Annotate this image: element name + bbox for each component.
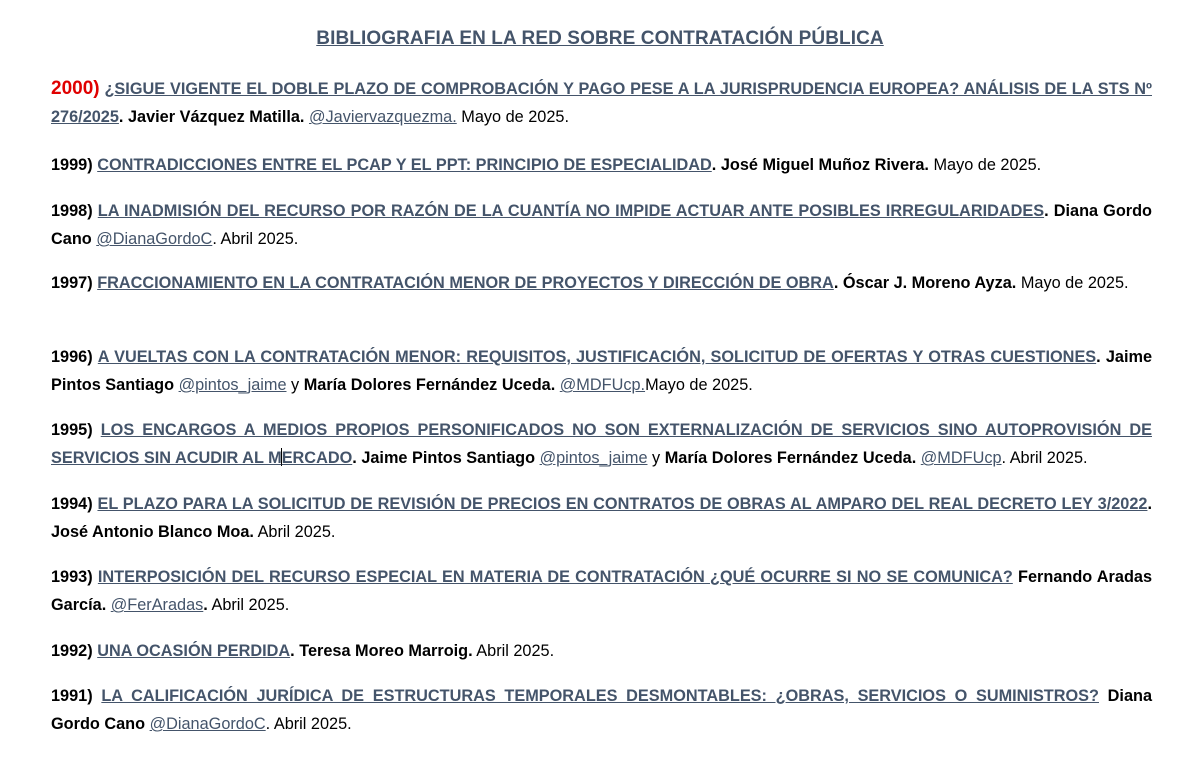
entry-date: Mayo de 2025. [645,376,753,394]
bibliography-entry-1994: 1994) EL PLAZO PARA LA SOLICITUD DE REVISIÓN DE PRECIOS EN CONTRATOS DE OBRAS AL AMPARO DEL REAL DECRETO LEY 3/2022. José Antonio Blanco Moa. Abril 2025. [51,495,1152,541]
entry-date: Mayo de 2025. [461,108,569,126]
bibliography-entry-2000: 2000) ¿SIGUE VIGENTE EL DOBLE PLAZO DE COMPROBACIÓN Y PAGO PESE A LA JURISPRUDENCIA EUROPEA? ANÁLISIS DE LA STS Nº 276/2025. Javier Vázquez Matilla. @Javiervazquezma. Mayo de 2025. [51,78,1152,126]
article-link[interactable]: UNA OCASIÓN PERDIDA [97,642,291,660]
article-link[interactable]: A VUELTAS CON LA CONTRATACIÓN MENOR: REQUISITOS, JUSTIFICACIÓN, SOLICITUD DE OFERTAS Y OTRAS CUESTIONES [97,348,1097,366]
article-link[interactable]: LA INADMISIÓN DEL RECURSO POR RAZÓN DE LA CUANTÍA NO IMPIDE ACTUAR ANTE POSIBLES IRREGULARIDADES [97,202,1045,220]
twitter-handle-link[interactable]: @MDFUcp. [559,376,646,394]
entry-number: 1992) [51,642,93,660]
entry-number: 1991) [51,687,93,705]
twitter-handle-link[interactable]: @pintos_jaime [539,449,648,467]
entry-date: Abril 2025. [257,523,336,541]
author-name: Teresa Moreo Marroig. [299,642,473,660]
bibliography-entry-1997: 1997) FRACCIONAMIENTO EN LA CONTRATACIÓN MENOR DE PROYECTOS Y DIRECCIÓN DE OBRA. Óscar J. Moreno Ayza. Mayo de 2025. [51,274,1129,292]
author-name: Fernando Aradas García. [51,568,1153,614]
author-name: Jaime Pintos Santiago [51,348,1153,394]
conjunction: y [291,376,300,394]
bibliography-entry-1996: 1996) A VUELTAS CON LA CONTRATACIÓN MENOR: REQUISITOS, JUSTIFICACIÓN, SOLICITUD DE OFERTAS Y OTRAS CUESTIONES. Jaime Pintos Santiago @pintos_jaime y María Dolores Fernández Uceda. @MDFUcp.Mayo de 2025. [51,348,1153,394]
bibliography-entry-1999: 1999) CONTRADICCIONES ENTRE EL PCAP Y EL PPT: PRINCIPIO DE ESPECIALIDAD. José Miguel Muñoz Rivera. Mayo de 2025. [51,156,1042,174]
twitter-handle-link[interactable]: @DianaGordoC [96,230,213,248]
bibliography-entry-1993: 1993) INTERPOSICIÓN DEL RECURSO ESPECIAL EN MATERIA DE CONTRATACIÓN ¿QUÉ OCURRE SI NO SE COMUNICA? Fernando Aradas García. @FerAradas. Abril 2025. [51,568,1153,614]
entry-number: 1994) [51,495,93,513]
entry-date: Abril 2025. [211,596,290,614]
article-link[interactable]: FRACCIONAMIENTO EN LA CONTRATACIÓN MENOR DE PROYECTOS Y DIRECCIÓN DE OBRA [97,274,834,292]
article-link[interactable]: LA CALIFICACIÓN JURÍDICA DE ESTRUCTURAS TEMPORALES DESMONTABLES: ¿OBRAS, SERVICIOS O SUMINISTROS? [101,687,1099,705]
article-link[interactable]: ¿SIGUE VIGENTE EL DOBLE PLAZO DE COMPROBACIÓN Y PAGO PESE A LA JURISPRUDENCIA EUROPEA? ANÁLISIS DE LA STS Nº 276/2025 [51,80,1152,126]
entry-number: 1996) [51,348,93,366]
twitter-handle-link[interactable]: @MDFUcp [920,449,1002,467]
twitter-handle-link[interactable]: @DianaGordoC [149,715,266,733]
entry-number: 2000) [51,78,100,99]
entry-number: 1997) [51,274,93,292]
page-title: BIBLIOGRAFIA EN LA RED SOBRE CONTRATACIÓN PÚBLICA [316,28,884,49]
article-link[interactable]: LOS ENCARGOS A MEDIOS PROPIOS PERSONIFICADOS NO SON EXTERNALIZACIÓN DE SERVICIOS SINO AUTOPROVISIÓN DE SERVICIOS SIN ACUDIR AL MERCADO [51,421,1152,467]
twitter-handle-link[interactable]: @Javiervazquezma. [308,108,457,126]
bibliography-entry-1995: 1995) LOS ENCARGOS A MEDIOS PROPIOS PERSONIFICADOS NO SON EXTERNALIZACIÓN DE SERVICIOS SINO AUTOPROVISIÓN DE SERVICIOS SIN ACUDIR AL MERCADO. Jaime Pintos Santiago @pintos_jaime y María Dolores Fernández Uceda. @MDFUcp. Abril 2025. [51,421,1152,467]
author-name: José Miguel Muñoz Rivera. [720,156,929,174]
article-link[interactable]: EL PLAZO PARA LA SOLICITUD DE REVISIÓN DE PRECIOS EN CONTRATOS DE OBRAS AL AMPARO DEL REAL DECRETO LEY 3/2022 [97,495,1148,513]
bibliography-entry-1992: 1992) UNA OCASIÓN PERDIDA. Teresa Moreo Marroig. Abril 2025. [51,642,555,660]
entry-date: Mayo de 2025. [933,156,1042,174]
entry-date: Mayo de 2025. [1020,274,1129,292]
entry-number: 1993) [51,568,93,586]
author-name: Óscar J. Moreno Ayza. [842,274,1017,292]
entry-number: 1999) [51,156,93,174]
entry-number: 1995) [51,421,93,439]
author-name: María Dolores Fernández Uceda. [303,376,556,394]
author-name: Javier Vázquez Matilla. [127,108,305,126]
entry-number: 1998) [51,202,93,220]
article-link[interactable]: INTERPOSICIÓN DEL RECURSO ESPECIAL EN MATERIA DE CONTRATACIÓN ¿QUÉ OCURRE SI NO SE COMUNICA? [97,568,1013,586]
author-name: María Dolores Fernández Uceda. [664,449,917,467]
entry-date: Abril 2025. [273,715,352,733]
twitter-handle-link[interactable]: @pintos_jaime [178,376,287,394]
author-name: Diana Gordo Cano [51,687,1153,733]
author-name: Diana Gordo Cano [51,202,1153,248]
twitter-handle-link[interactable]: @FerAradas [110,596,204,614]
bibliography-entry-1991: 1991) LA CALIFICACIÓN JURÍDICA DE ESTRUCTURAS TEMPORALES DESMONTABLES: ¿OBRAS, SERVICIOS O SUMINISTROS? Diana Gordo Cano @DianaGordoC. Abril 2025. [51,687,1153,733]
author-name: José Antonio Blanco Moa. [51,523,254,541]
entry-date: Abril 2025. [220,230,299,248]
author-name: Jaime Pintos Santiago [361,449,536,467]
entry-date: Abril 2025. [1009,449,1088,467]
entry-date: Abril 2025. [476,642,555,660]
bibliography-entry-1998: 1998) LA INADMISIÓN DEL RECURSO POR RAZÓN DE LA CUANTÍA NO IMPIDE ACTUAR ANTE POSIBLES IRREGULARIDADES. Diana Gordo Cano @DianaGordoC. Abril 2025. [51,202,1153,248]
conjunction: y [652,449,661,467]
article-link[interactable]: CONTRADICCIONES ENTRE EL PCAP Y EL PPT: PRINCIPIO DE ESPECIALIDAD [97,156,712,174]
